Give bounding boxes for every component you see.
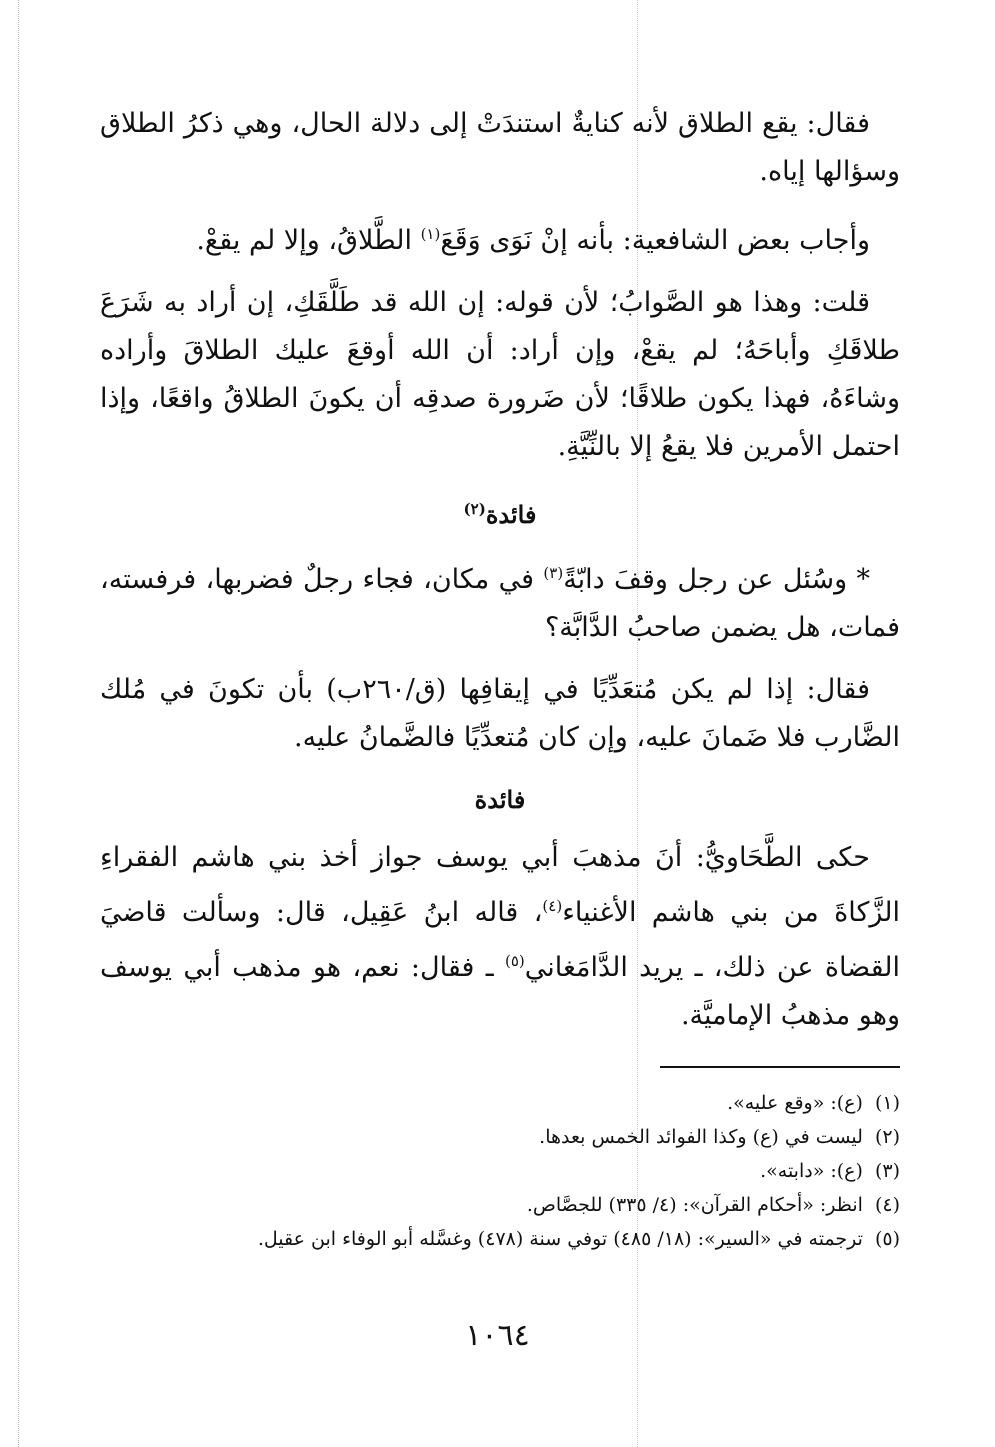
section-heading-1 (100, 489, 900, 535)
footnote-ref-5: (٥) (504, 952, 525, 970)
footnote-item (100, 1222, 900, 1256)
footnote-ref-2: (٢) (463, 500, 486, 518)
paragraph-6-text-a: حكى الطَّحَاويُّ: أنَ مذهبَ أبي يوسف جواز أخذ بني هاشم الفقراءِ الزَّكاةَ من بني هاشم الأغنياء (100, 842, 900, 928)
paragraph-5-text: فقال: إذا لم يكن مُتعَدِّيًا في إيقافِها (ق/٢٦٠ب) بأن تكونَ في مُلك الضَّارب فلا ضَمانَ عليه، وإن كان مُتعدِّيًا فالضَّمانُ عليه. (100, 674, 900, 753)
footnotes (100, 1086, 900, 1256)
footnote-number: (١) (874, 1092, 900, 1114)
footnote-item (100, 1154, 900, 1188)
paragraph-4-text-a: * وسُئل عن رجل وقفَ دابّةً (563, 564, 870, 595)
paragraph-2-text-a: وأجاب بعض الشافعية: بأنه إنْ نَوَى وَقَعَ (440, 225, 870, 256)
footnote-ref-4: (٤) (542, 897, 563, 915)
paragraph-6 (100, 834, 900, 1040)
paragraph-2 (100, 210, 900, 265)
footnote-number: (٢) (874, 1126, 900, 1148)
book-page (100, 100, 900, 1256)
footnote-ref-1: (١) (420, 225, 441, 243)
section-heading-2-text: فائدة (474, 785, 526, 814)
paragraph-2-text-b: الطَّلاقُ، وإلا لم يقعْ. (196, 225, 421, 256)
footnote-item (100, 1188, 900, 1222)
paragraph-6-text-c: ـ فقال: نعم، هو مذهب أبي يوسف وهو مذهبُ الإماميَّة. (100, 952, 900, 1031)
paragraph-4-text-b: في مكان، فجاء رجلٌ فضربها، فرفسته، فمات، هل يضمن صاحبُ الدَّابَّة؟ (100, 564, 900, 643)
footnote-number: (٣) (874, 1160, 900, 1182)
footnote-item (100, 1120, 900, 1154)
footnote-text: (ع): «وقع عليه». (727, 1092, 863, 1114)
paragraph-5 (100, 666, 900, 762)
paragraph-1 (100, 100, 900, 196)
footnote-text: ليست في (ع) وكذا الفوائد الخمس بعدها. (539, 1126, 863, 1148)
scan-margin-dots (18, 0, 19, 1447)
section-heading-1-text: فائدة (485, 500, 537, 529)
footnote-ref-3: (٣) (543, 564, 564, 582)
footnote-number: (٥) (874, 1228, 900, 1250)
page-number: ١٠٦٤ (465, 1318, 530, 1353)
paragraph-3 (100, 279, 900, 471)
footnote-divider (660, 1066, 900, 1068)
paragraph-4 (100, 549, 900, 652)
section-heading-2 (100, 780, 900, 820)
footnote-text: انظر: «أحكام القرآن»: (٤/ ٣٣٥) للجصَّاص. (526, 1194, 863, 1216)
paragraph-3-text: قلت: وهذا هو الصَّوابُ؛ لأن قوله: إن الله قد طَلَّقَكِ، إن أراد به شَرَعَ طلاقَكِ وأباحَهُ؛ لم يقعْ، وإن أراد: أن الله أوقعَ عليك الطلاقَ وأراده وشاءَهُ، فهذا يكون طلاقًا؛ لأن ضَرورة صدقِه أن يكونَ الطلاقُ واقعًا، وإذا احتمل الأمرين فلا يقعُ إلا بالنِّيَّةِ. (100, 287, 900, 462)
footnote-number: (٤) (874, 1194, 900, 1216)
footnote-text: (ع): «دابته». (760, 1160, 863, 1182)
paragraph-1-text: فقال: يقع الطلاق لأنه كنايةٌ استندَتْ إلى دلالة الحال، وهي ذكرُ الطلاق وسؤالها إياه. (100, 108, 900, 187)
footnote-item (100, 1086, 900, 1120)
footnote-text: ترجمته في «السير»: (١٨/ ٤٨٥) توفي سنة (٤٧٨) وغسَّله أبو الوفاء ابن عقيل. (257, 1228, 863, 1250)
paragraph-6-text-b: ، قاله ابنُ عَقِيل، قال: وسألت قاضيَ القضاة عن ذلك، ـ يريد الدَّامَغاني (100, 897, 900, 983)
